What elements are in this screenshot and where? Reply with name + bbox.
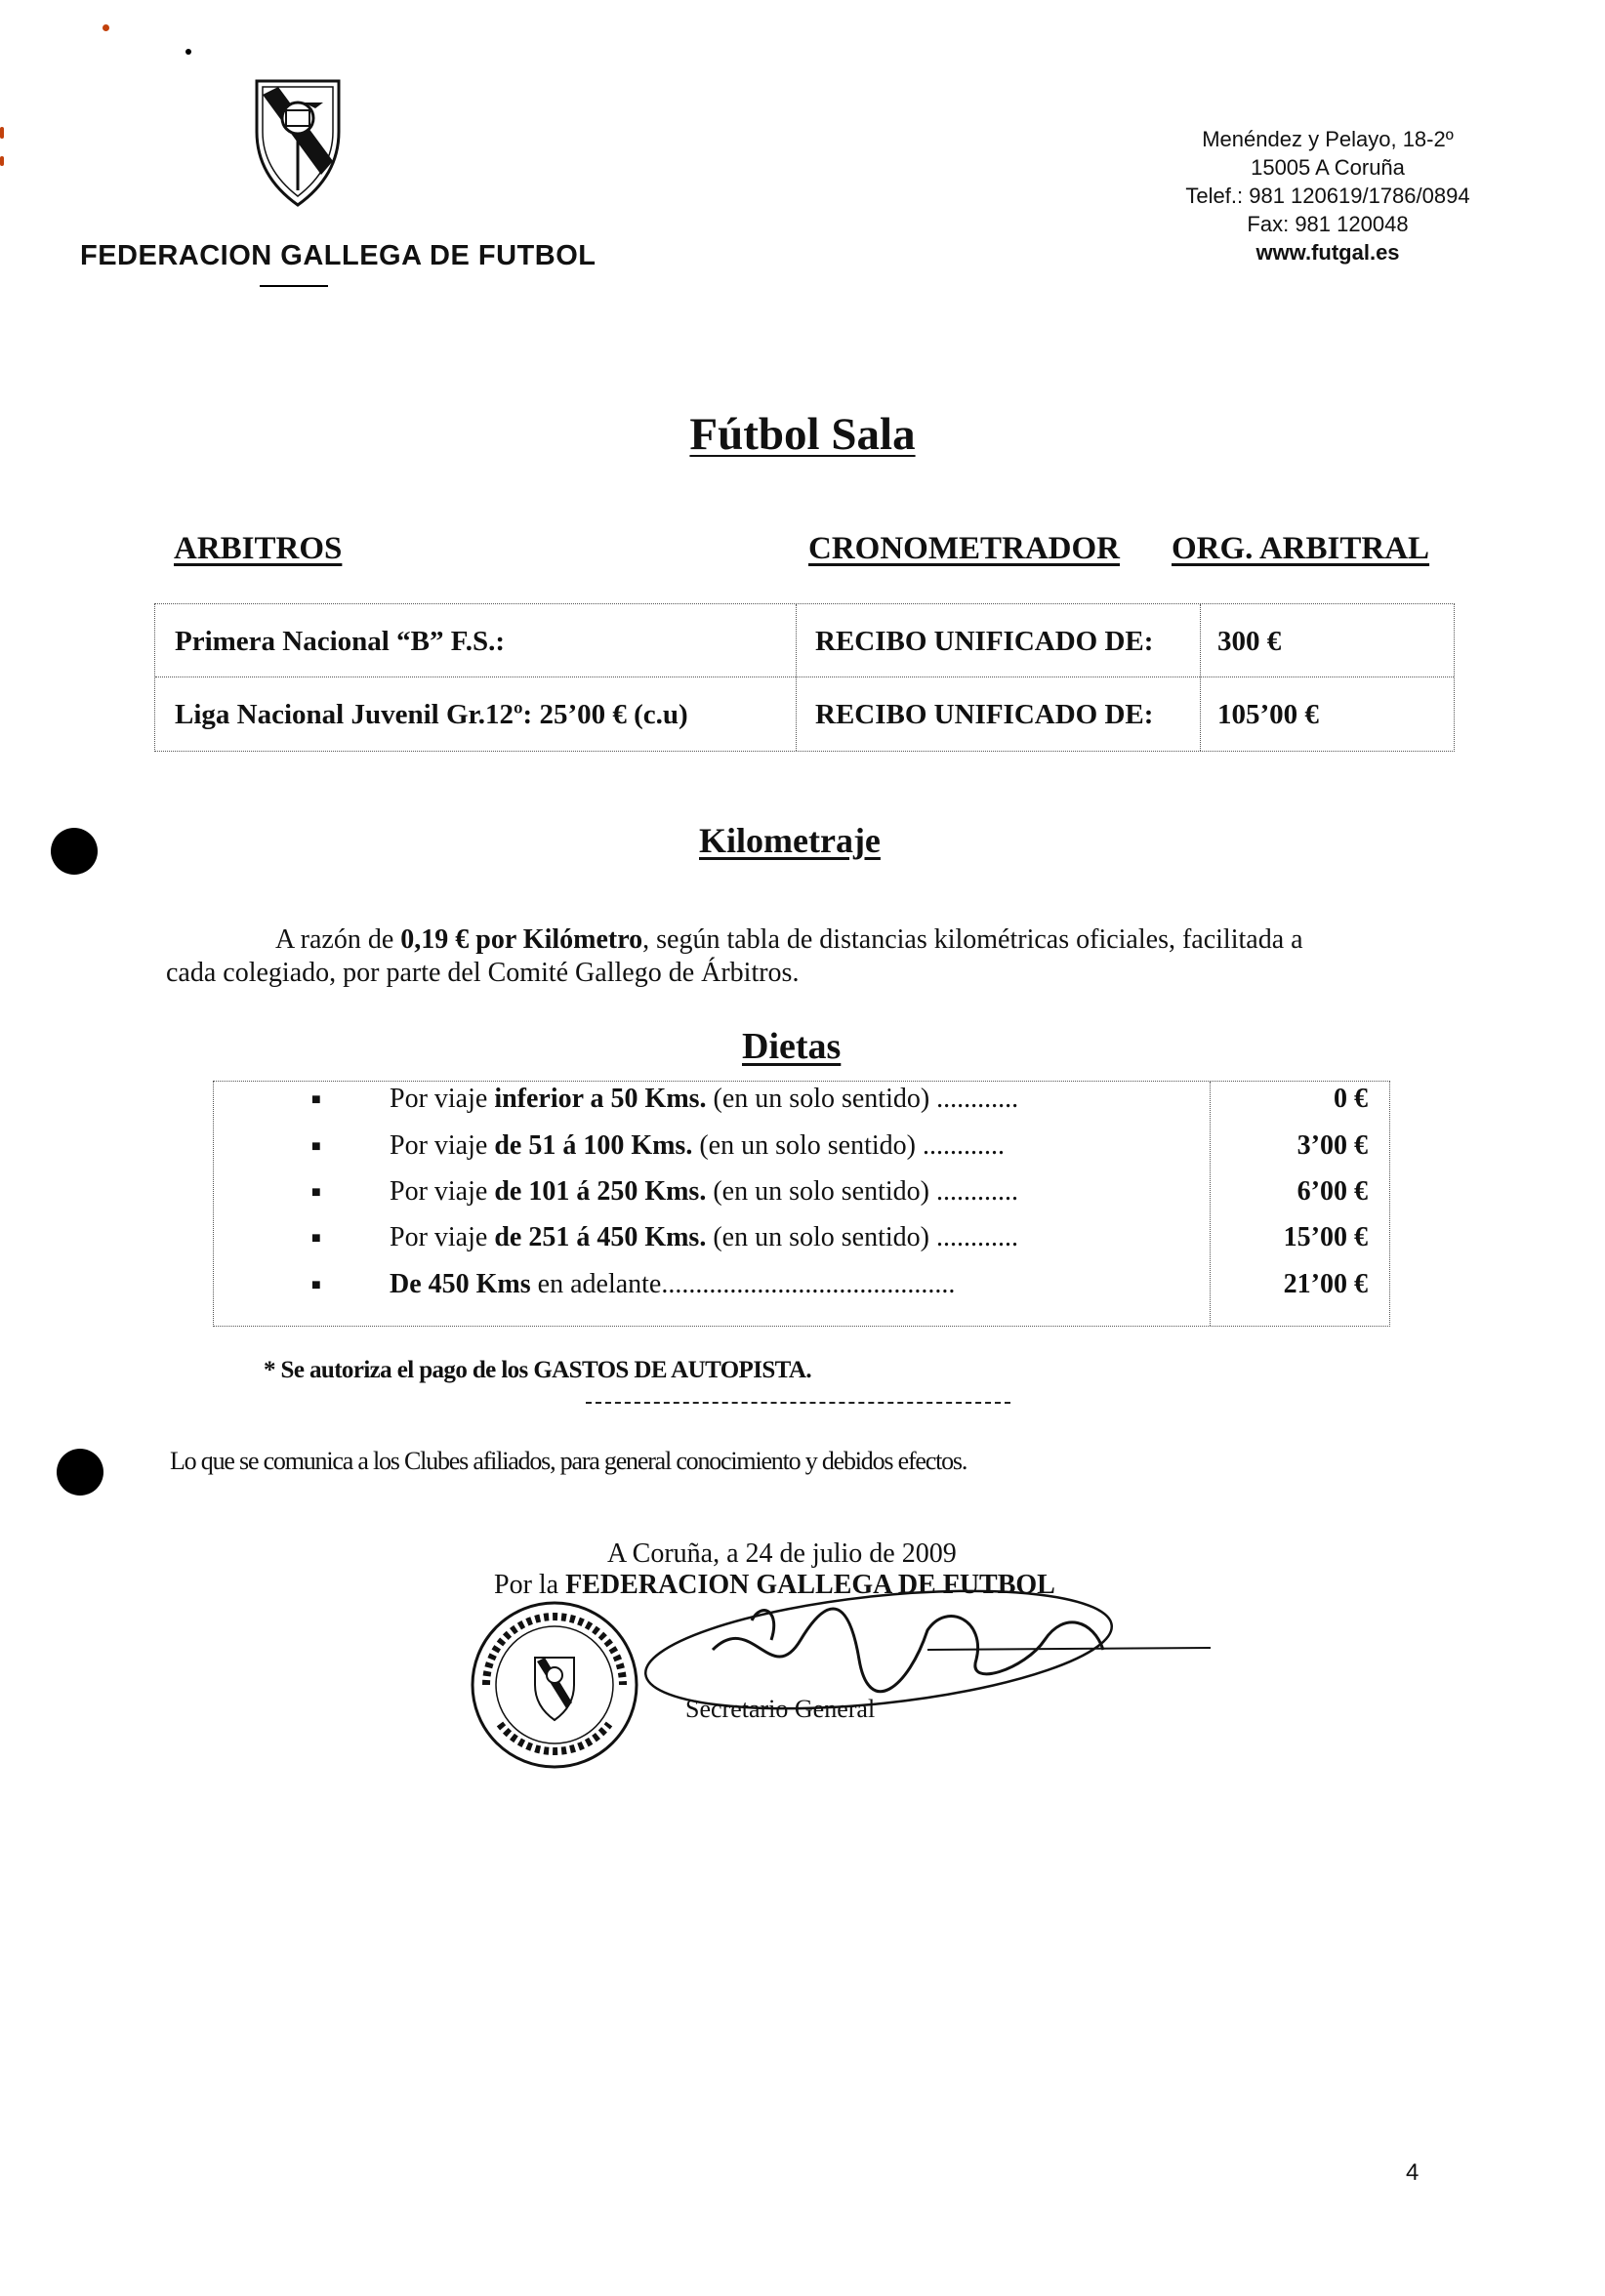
bullet-icon: ■ [311, 1184, 321, 1201]
heading-kilometraje: Kilometraje [699, 821, 881, 860]
dietas-range: de 251 á 450 Kms. [494, 1222, 707, 1252]
dietas-description [390, 1130, 1005, 1162]
dietas-table [213, 1081, 1390, 1327]
contact-block [1172, 125, 1484, 266]
dietas-text: (en un solo sentido) ............ [692, 1130, 1005, 1161]
dietas-row [214, 1222, 1389, 1268]
signatory-prefix: Por la [494, 1570, 566, 1600]
scan-speck [0, 127, 4, 139]
fees-category: Liga Nacional Juvenil Gr.12º: 25’00 € (c.u) [175, 699, 688, 730]
dietas-row [214, 1084, 1389, 1129]
dietas-amount: 0 € [1334, 1084, 1368, 1114]
fees-receipt-label: RECIBO UNIFICADO DE: [815, 626, 1154, 657]
dietas-text: Por viaje [390, 1176, 495, 1207]
fees-table-row [155, 676, 1454, 749]
scan-speck [103, 24, 109, 31]
dietas-row [214, 1176, 1389, 1222]
dashed-separator [586, 1402, 1010, 1404]
page-number: 4 [1406, 2159, 1420, 2186]
dietas-text: Por viaje [390, 1130, 495, 1161]
bullet-icon: ■ [311, 1138, 321, 1155]
dietas-text: (en un solo sentido) ............ [706, 1084, 1019, 1114]
kilometraje-text: , según tabla de distancias kilométricas oficiales, facilitada a [642, 924, 1303, 955]
dietas-text: (en un solo sentido) ............ [706, 1176, 1018, 1207]
dietas-description [390, 1269, 955, 1300]
dietas-amount: 21’00 € [1283, 1269, 1368, 1299]
kilometraje-line-1 [166, 923, 1435, 957]
address-line-1: Menéndez y Pelayo, 18-2º [1202, 127, 1454, 151]
federation-name: FEDERACION GALLEGA DE FUTBOL [80, 240, 597, 271]
phone-number: Telef.: 981 120619/1786/0894 [1185, 184, 1470, 208]
fees-receipt-label: RECIBO UNIFICADO DE: [815, 699, 1154, 730]
dietas-range: inferior a 50 Kms. [494, 1084, 707, 1114]
bullet-icon: ■ [311, 1091, 321, 1108]
kilometraje-rate: 0,19 € por Kilómetro [400, 924, 643, 955]
punch-hole-top [51, 828, 98, 875]
dietas-amount: 3’00 € [1296, 1130, 1368, 1161]
dietas-description [390, 1222, 1018, 1253]
dietas-text: (en un solo sentido) ............ [706, 1222, 1018, 1252]
dietas-description [390, 1176, 1018, 1208]
heading-org-arbitral: ORG. ARBITRAL [1172, 531, 1430, 566]
communication-text: Lo que se comunica a los Clubes afiliados, para general conocimiento y debidos efectos. [170, 1447, 967, 1475]
scan-speck [0, 156, 4, 166]
signatory-role: Secretario General [685, 1695, 876, 1723]
autopista-note: * Se autoriza el pago de los GASTOS DE AUTOPISTA. [264, 1357, 811, 1383]
dietas-text: Por viaje [390, 1084, 495, 1114]
fax-number: Fax: 981 120048 [1247, 212, 1409, 236]
seal-stamp-icon [467, 1597, 642, 1773]
dietas-text: en adelante........................................... [530, 1269, 956, 1299]
heading-arbitros: ARBITROS [174, 531, 343, 566]
punch-hole-bottom [57, 1449, 103, 1496]
federation-name-underline [260, 285, 328, 287]
kilometraje-line-2: cada colegiado, por parte del Comité Gallego de Árbitros. [166, 958, 800, 988]
bullet-icon: ■ [311, 1277, 321, 1293]
heading-dietas: Dietas [742, 1026, 842, 1067]
scan-speck [185, 49, 191, 55]
dietas-amount: 15’00 € [1283, 1222, 1368, 1252]
bullet-icon: ■ [311, 1230, 321, 1247]
dietas-range: de 101 á 250 Kms. [494, 1176, 707, 1207]
address-line-2: 15005 A Coruña [1251, 155, 1405, 180]
heading-cronometrador: CRONOMETRADOR [808, 531, 1120, 566]
website-link[interactable]: www.futgal.es [1255, 240, 1400, 265]
fees-table [154, 603, 1455, 752]
place-date: A Coruña, a 24 de julio de 2009 [607, 1538, 957, 1569]
dietas-range: De 450 Kms [390, 1269, 531, 1299]
fees-table-row [155, 604, 1454, 676]
dietas-text: Por viaje [390, 1222, 495, 1252]
fees-amount: 300 € [1217, 626, 1282, 657]
dietas-row [214, 1269, 1389, 1315]
fees-amount: 105’00 € [1217, 699, 1319, 730]
dietas-range: de 51 á 100 Kms. [494, 1130, 693, 1161]
dietas-row [214, 1130, 1389, 1176]
fees-category: Primera Nacional “B” F.S.: [175, 626, 506, 657]
kilometraje-text: A razón de [275, 924, 401, 955]
federation-logo-icon [249, 73, 347, 210]
kilometraje-paragraph [166, 923, 1435, 990]
dietas-description [390, 1084, 1018, 1115]
page-title: Fútbol Sala [689, 409, 916, 460]
signatory-org-name: FEDERACION GALLEGA DE FUTBOL [565, 1570, 1055, 1600]
dietas-amount: 6’00 € [1296, 1176, 1368, 1207]
